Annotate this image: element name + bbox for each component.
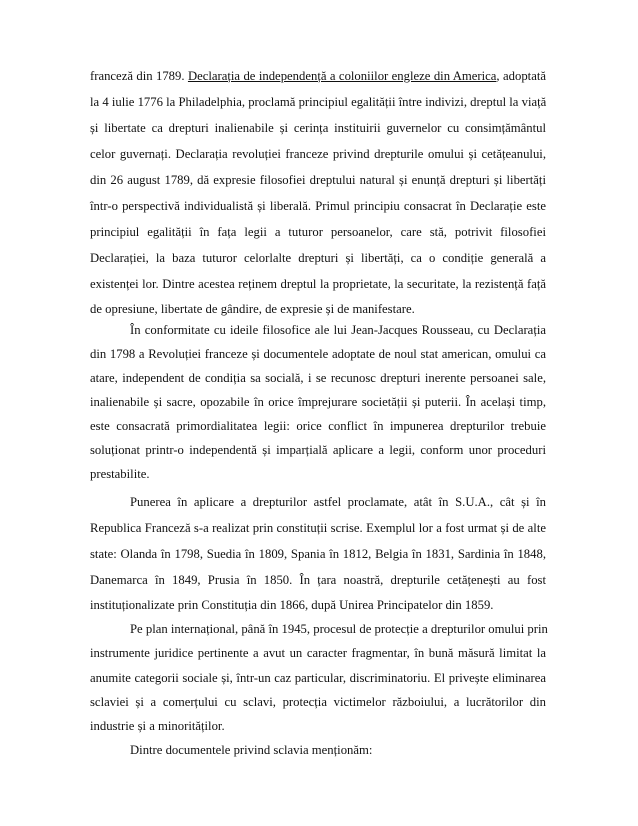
text-line: Pe plan internațional, până în 1945, procesul de protecție a drepturilor omului prin xyxy=(130,622,548,636)
text-line: din 1798 a Revoluției franceze și documentele adoptate de noul stat american, omului ca xyxy=(90,347,546,361)
text-line: Danemarca în 1849, Prusia în 1850. În țara noastră, drepturile cetățenești au fost xyxy=(90,573,546,587)
text-line: Punerea în aplicare a drepturilor astfel proclamate, atât în S.U.A., cât și în xyxy=(130,495,546,509)
text-line: și libertate ca drepturi inalienabile și cerința instituirii guvernelor cu consimțământul xyxy=(90,121,546,135)
text-line: de opresiune, libertate de gândire, de expresie și de manifestare. xyxy=(90,302,415,316)
text-line: prestabilite. xyxy=(90,467,150,481)
text-line: într-o perspectivă individualistă și liberală. Primul principiu consacrat în Declarație este xyxy=(90,199,546,213)
text-line: principiul egalității în fața legii a tuturor persoanelor, care stă, potrivit filosofiei xyxy=(90,225,546,239)
text-line: Republica Franceză s-a realizat prin constituții scrise. Exemplul lor a fost urmat și de alte xyxy=(90,521,546,535)
text-line: din 26 august 1789, dă expresie filosofiei dreptului natural și enunță drepturi și libertăți xyxy=(90,173,546,187)
text-line: instrumente juridice pertinente a avut un caracter fragmentar, în bună măsură limitat la xyxy=(90,646,546,660)
text-line: anumite categorii sociale și, într-un caz particular, discriminatoriu. El privește eliminarea xyxy=(90,671,546,685)
text-line: instituționalizate prin Constituția din 1866, după Unirea Principatelor din 1859. xyxy=(90,598,494,612)
text-line: inalienabile și sacre, opozabile în orice împrejurare societății și puterii. În același timp, xyxy=(90,395,546,409)
text-line: la 4 iulie 1776 la Philadelphia, proclamă principiul egalității între indivizi, dreptul la viață xyxy=(90,95,547,109)
underlined-text: Declarația de independență a coloniilor engleze din America xyxy=(187,69,497,83)
text-line: În conformitate cu ideile filosofice ale lui Jean-Jacques Rousseau, cu Declarația xyxy=(130,323,546,337)
text-line: sclaviei și a comerțului cu sclavi, protecția victimelor războiului, a lucrătorilor din xyxy=(90,695,546,709)
text-line: Dintre documentele privind sclavia menționăm: xyxy=(130,743,373,757)
text-fragment: franceză din 1789. xyxy=(90,69,188,83)
text-line: soluționat printr-o independentă și imparțială aplicare a legii, conform unor proceduri xyxy=(90,443,546,457)
text-line: industrie și a minorităților. xyxy=(90,719,225,733)
text-line: celor guvernați. Declarația revoluției franceze privind drepturile omului și cetățeanului, xyxy=(90,147,546,161)
text-line: existenței lor. Dintre acestea reținem dreptul la proprietate, la securitate, la rezistență față xyxy=(90,277,546,291)
text-line: Declarației, la baza tuturor celorlalte drepturi și libertăți, ca o condiție generală a xyxy=(90,251,546,265)
text-fragment: , adoptată xyxy=(496,69,546,83)
text-line: este consacrată primordialitatea legii: orice conflict în impunerea drepturilor trebuie xyxy=(90,419,546,433)
text-line: state: Olanda în 1798, Suedia în 1809, Spania în 1812, Belgia în 1831, Sardinia în 1848, xyxy=(90,547,546,561)
text-line xyxy=(90,68,546,84)
text-line: atare, independent de condiția sa socială, i se recunosc drepturi inerente persoanei sale, xyxy=(90,371,546,385)
